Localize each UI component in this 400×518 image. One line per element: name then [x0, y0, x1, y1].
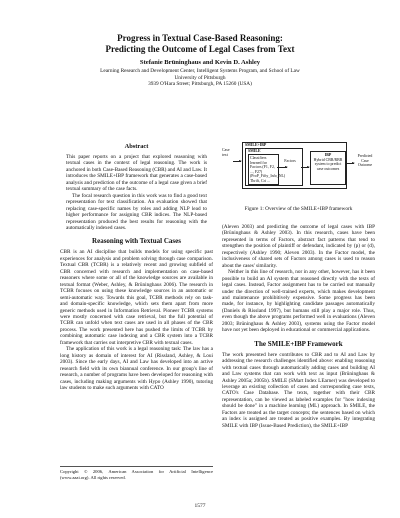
figure-caption: Figure 1: Overview of the SMILE+IBP framework	[244, 206, 353, 212]
right-paragraph-2: Neither in this line of research, nor in any other, however, has it been possible to build an AI system that reasoned directly with the texts of legal cases. Instead, Factor assignment has to be carried out manually under the direction of well-trained experts, which makes development and maintenance prohibitively expensive. Some progress has been made, for instance, by highlighting candidate passages automatically (Daniels & Rissland 1997), but humans still play a major role. Thus, even though the above programs performed well in evaluations (Aleven 2003; Brüninghaus & Ashley 2003), systems using the Factor model have not yet been deployed in educational or commercial applications.	[222, 269, 375, 334]
right-column	[222, 224, 375, 429]
right-paragraph-1: (Aleven 2003) and predicting the outcome of legal cases with IBP (Brüninghaus & Ashley 2003). In this research, cases have been represented in terms of Factors, abstract fact patterns that tend to strengthen the position of plaintiff or defendant, indicated by (p) or (d), respectively (Ashley 1990; Aleven 2003). In the Factor model, the inclusiveness of shared sets of Factors among cases is used to reason about the cases' similarity.	[222, 224, 375, 269]
affiliation-line-1: Learning Research and Development Center, Intelligent Systems Program, and School of Law	[100, 68, 300, 74]
abstract-paragraph-2: The focal research question in this work was to find a good text representation for text classification. An evaluation showed that replacing case-specific names by roles and adding NLP lead to higher performance for assigning CBR indices. The NLP-based representation produced the best results for reasoning with the automatically indexed cases.	[66, 192, 207, 231]
left-column	[60, 143, 213, 391]
affiliation-line-3: 3939 O'Hara Street; Pittsburgh, PA 15260 (USA)	[148, 81, 252, 88]
paper-title	[0, 33, 400, 55]
abstract-paragraph-1: This paper reports on a project that explored reasoning with textual cases in the context of legal reasoning. The work is anchored in both Case-Based Reasoning (CBR) and AI and Law. It introduces the SMILE+IBP framework that generates a case-based analysis and prediction of the outcome of a legal case given a brief textual summary of the case facts.	[66, 154, 207, 193]
section-heading-textual-cases: Reasoning with Textual Cases	[92, 237, 181, 246]
input-case-text-label: Case text	[222, 148, 230, 157]
figure-smile-ibp	[222, 142, 375, 200]
affiliation-line-2: University of Pittsburgh	[174, 74, 226, 81]
section-heading-framework: The SMILE+IBP Framework	[254, 339, 343, 348]
authors: Stefanie Brüninghaus and Kevin D. Ashley	[139, 59, 261, 66]
smile-ibp-label: SMILE+IBP	[245, 143, 267, 147]
title-line-2: Predicting the Outcome of Legal Cases from Text	[105, 44, 295, 54]
arrow-classifier-factors	[277, 167, 287, 168]
copyright-notice: Copyright © 2006, American Association for Artificial Intelligence (www.aaai.org). All rights reserved.	[60, 466, 213, 480]
output-predicted-outcome-label: Predicted Case Outcome	[357, 154, 373, 168]
arrow-factors-ibp	[301, 167, 309, 168]
arrow-output	[346, 163, 354, 164]
arrow-input	[233, 161, 241, 162]
section1-paragraph-2: The application of this work is a legal reasoning task: The law has a long history as domain of interest for AI (Rissland, Ashley, & Loui 2003). Since the early days, AI and Law has developed into an active research field with its own biannual conference. In our group's line of research, a number of programs have been developed for reasoning with cases, including making arguments with Hypo (Ashley 1990), tutoring law students to make such arguments with CATO	[60, 346, 213, 391]
section1-paragraph-1: CBR is an AI discipline that builds models for using specific past experiences for analysis and problem solving through case comparison. Textual CBR (TCBR) is a relatively recent and growing subfield of CBR concerned with research and implementation on case-based reasoners where some or all of the knowledge sources are available in textual format (Weber, Ashley, & Brüninghaus 2006). The research in TCBR focuses on using these knowledge sources in an automatic or semi-automatic way. Towards this goal, TCBR methods rely on task- and domain-specific knowledge, which sets them apart from more generic methods used in Information Retrieval. Pioneer TCBR systems were mostly concerned with case retrieval, but the full potential of TCBR can unfold when text cases are used in all phases of the CBR process. The work presented here has pushed the limits of TCBR by combining automatic case indexing and a CBR system into a TCBR framework that carries out interpretive CBR with textual cases.	[60, 249, 213, 346]
title-line-1: Progress in Textual Case-Based Reasoning:	[117, 33, 283, 43]
abstract	[60, 143, 213, 231]
ibp-text: Hybrid CBR/RBR system to predict case outcomes	[313, 157, 343, 171]
abstract-heading: Abstract	[124, 143, 149, 150]
factors-label: Factors	[284, 159, 296, 163]
ibp-box	[310, 151, 346, 185]
smile-label: SMILE	[248, 149, 261, 153]
classifiers-box	[248, 154, 286, 185]
classifiers-subtext: (ProP_Fifty_Info_NL) Thrift, Cri ...	[250, 174, 286, 183]
classifiers-text: Classifiers learned for Factors (F1, F2, ..., F27)	[250, 156, 275, 174]
ibp-label: IBP	[324, 153, 332, 157]
affiliation	[0, 68, 400, 88]
page-number: 1577	[194, 503, 206, 509]
right-paragraph-3: The work presented here contributes to CBR and to AI and Law by addressing the research challenges identified above: enabling reasoning with textual cases through automatically adding cases and building AI and Law systems that can work with text as input (Brüninghaus & Ashley 2005a; 2005b). SMILE (SMart Index LEarner) was developed to leverage an existing collection of cases and corresponding case texts, CATO's Case Database. The texts, together with their CBR representation, can be viewed as labeled examples for "how indexing should be done" in a machine learning (ML) approach. In SMILE, the Factors are treated as the target concepts; the sentences based on which an index is assigned are treated as positive examples. By integrating SMILE with IBP (Issue-Based Prediction), the SMILE+IBP	[222, 351, 375, 429]
